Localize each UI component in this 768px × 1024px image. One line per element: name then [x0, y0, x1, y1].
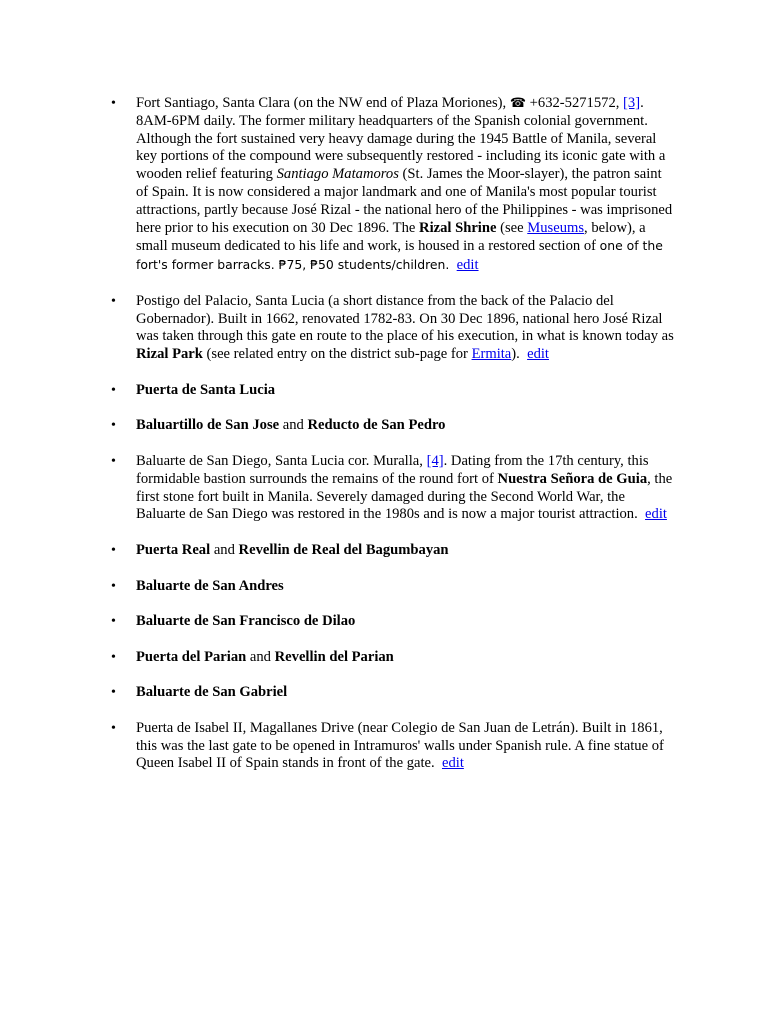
italic-text: Santiago Matamoros [276, 166, 399, 183]
price-text: one of the fort's former barracks. ₱75, ₱50 students/children. [136, 238, 663, 273]
item-text: Fort Santiago, Santa Clara (on the NW end of Plaza Moriones), [136, 95, 510, 111]
bullet: • [111, 685, 116, 701]
connector-text: and [279, 417, 308, 434]
bullet: • [111, 542, 116, 558]
list-item-baluartillo-de-san-jose [0, 417, 676, 435]
bullet: • [111, 720, 116, 736]
list-item-baluarte-de-san-diego [0, 453, 676, 524]
list-item-puerta-del-parian [0, 649, 676, 667]
bullet: • [111, 382, 116, 398]
bold-name: Baluarte de San Gabriel [136, 684, 288, 701]
phone-number: +632-5271572, [526, 95, 624, 111]
bold-name: Puerta de Santa Lucia [136, 381, 276, 398]
bold-name: Baluarte de San Francisco de Dilao [136, 613, 356, 630]
bullet: • [111, 614, 116, 630]
item-text: Baluarte de San Diego, Santa Lucia cor. Muralla, [136, 452, 427, 469]
list-item-fort-santiago [0, 95, 676, 275]
reference-link[interactable]: [4] [426, 452, 444, 469]
ermita-link[interactable]: Ermita [471, 346, 512, 363]
list-item-baluarte-de-san-francisco-de-dilao [0, 613, 676, 631]
museums-link[interactable]: Museums [527, 219, 585, 236]
bullet: • [111, 649, 116, 665]
attractions-list [0, 95, 768, 791]
connector-text: and [246, 648, 275, 665]
item-text: (St. James the Moor-slayer), the patron saint of Spain. It is now considered a major landmark and one of Manila's most popular tourist attractions, partly because José Rizal - the national hero of the Philippines - was imprisoned here prior to his execution on 30 Dec 1896. The [136, 166, 673, 236]
item-text: Puerta de Isabel II, Magallanes Drive (near Colegio de San Juan de Letrán). Built in 1861, this was the last gate to be opened in Intramuros' walls under Spanish rule. A fine statue of Queen Isabel II of Spain stands in front of the gate. [136, 719, 664, 772]
list-item-puerta-de-isabel-ii [0, 720, 676, 773]
list-item-baluarte-de-san-gabriel [0, 684, 676, 702]
bold-name: Rizal Park [136, 346, 203, 363]
list-item-baluarte-de-san-andres [0, 578, 676, 596]
bold-name: Nuestra Señora de Guia [497, 470, 648, 487]
item-text: (see related entry on the district sub-page for [202, 346, 472, 363]
item-text: Postigo del Palacio, Santa Lucia (a short distance from the back of the Palacio del Gobernador). Built in 1662, renovated 1782-83. On 30 Dec 1896, national hero José Rizal was taken through this gate en route to the place of his execution, in what is known today as [136, 292, 674, 345]
item-text: , below), a small museum dedicated to his life and work, is housed in a restored section of [136, 219, 646, 255]
reference-link[interactable]: [3] [623, 95, 641, 111]
edit-link[interactable]: edit [527, 346, 549, 363]
edit-link[interactable]: edit [441, 755, 464, 772]
bullet: • [111, 418, 116, 434]
bullet: • [111, 453, 116, 469]
bold-name: Rizal Shrine [419, 219, 497, 236]
list-item-puerta-real [0, 542, 676, 560]
bullet: • [111, 578, 116, 594]
item-text: (see [496, 219, 528, 236]
bold-name: Puerta Real [136, 541, 211, 558]
bullet: • [111, 293, 116, 309]
bold-name: Puerta del Parian [136, 648, 247, 665]
bullet: • [111, 96, 116, 111]
phone-icon: ☎ [509, 96, 527, 111]
bold-name: Reducto de San Pedro [307, 417, 446, 434]
item-text: . Dating from the 17th century, this formidable bastion surrounds the remains of the round fort of [136, 452, 649, 487]
bold-name: Revellin de Real del Bagumbayan [238, 541, 449, 558]
list-item-postigo-del-palacio [0, 293, 676, 364]
connector-text: and [210, 541, 239, 558]
item-text: , the first stone fort built in Manila. Severely damaged during the Second World War, the Baluarte de San Diego was restored in the 1980s and is now a major tourist attraction. [136, 470, 673, 523]
edit-link[interactable]: edit [645, 506, 667, 523]
list-item-puerta-de-santa-lucia [0, 382, 676, 400]
item-text: . 8AM-6PM daily. The former military headquarters of the Spanish colonial government. Although the fort sustained very heavy damage during the 1945 Battle of Manila, several key portions of the compound were subsequently restored - including its iconic gate with a wooden relief featuring [136, 95, 666, 183]
item-text: ). [511, 346, 520, 363]
bold-name: Revellin del Parian [274, 648, 394, 665]
bold-name: Baluartillo de San Jose [136, 417, 280, 434]
edit-link[interactable]: edit [456, 257, 479, 274]
bold-name: Baluarte de San Andres [136, 577, 284, 594]
